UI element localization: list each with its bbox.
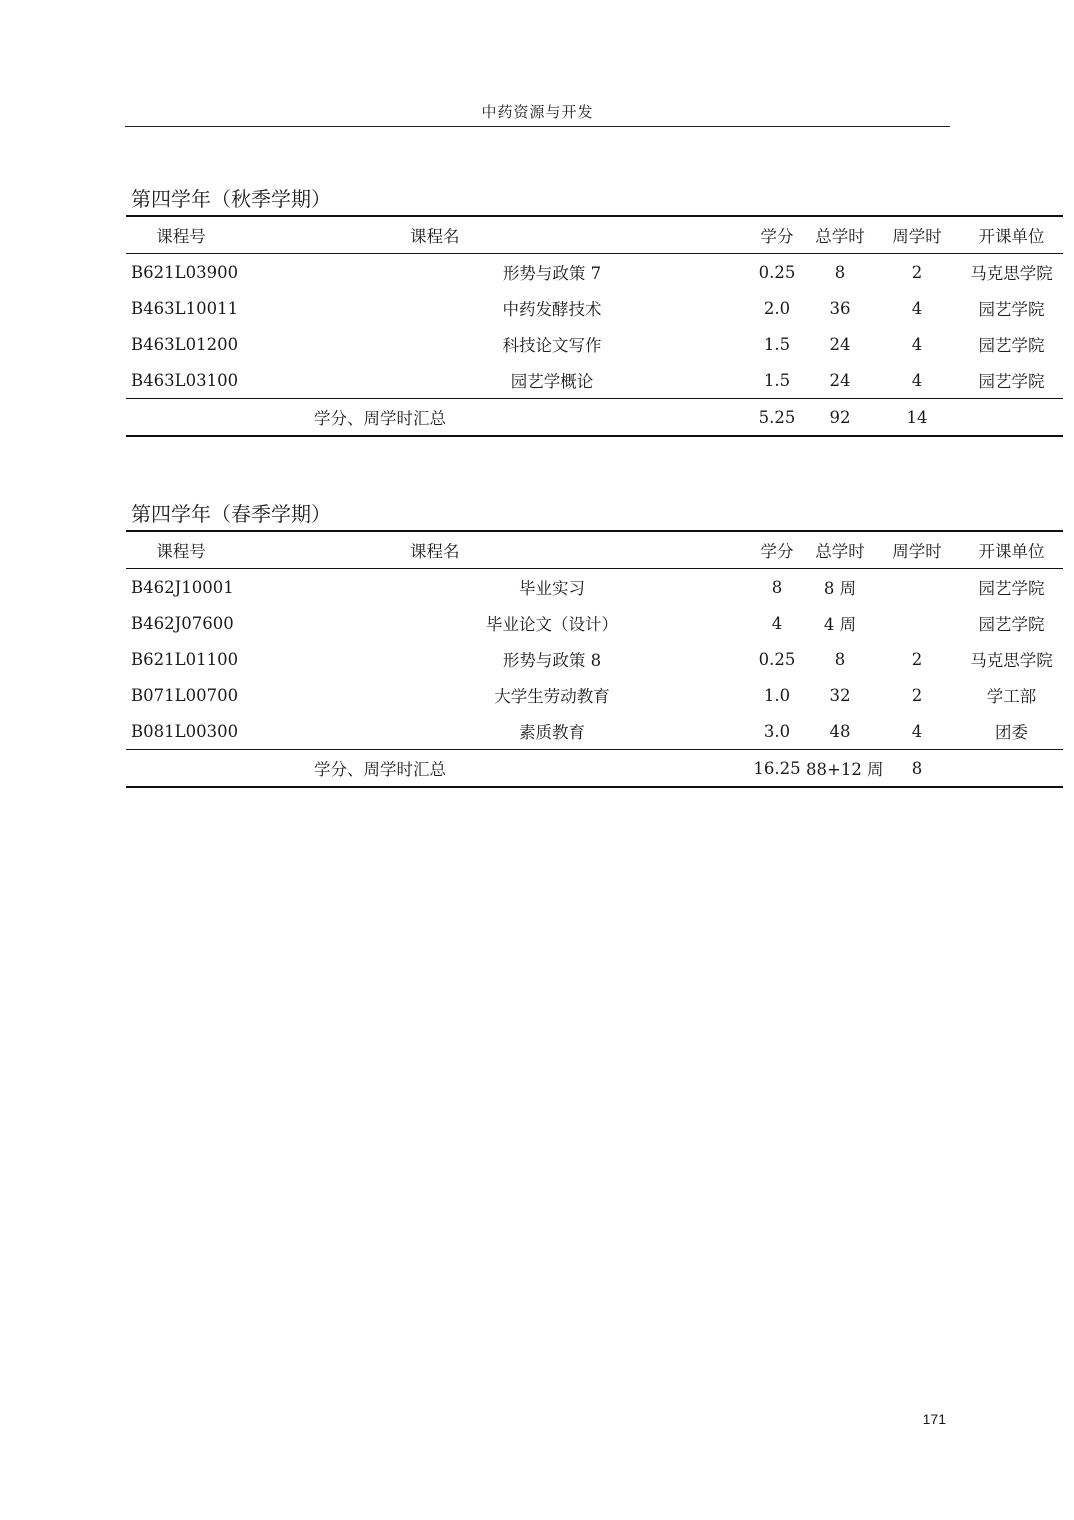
col-header-weekly-hours: 周学时 [892,542,942,561]
summary-weekly-hours: 14 [906,407,928,427]
cell-name: 形势与政策 8 [502,651,602,670]
page-number: 171 [922,1411,946,1427]
col-header-weekly-hours: 周学时 [892,227,942,246]
cell-weekly-hours: 2 [911,649,923,669]
summary-credit: 16.25 [753,758,801,778]
cell-weekly-hours [874,569,960,606]
cell-unit: 马克思学院 [970,264,1053,283]
cell-total-hours: 8 [834,262,846,282]
cell-unit: 团委 [995,723,1028,742]
table-header-row [126,216,1063,254]
cell-name: 形势与政策 7 [502,264,602,283]
col-header-code: 课程号 [156,227,206,246]
cell-name: 毕业实习 [519,579,585,598]
cell-unit: 园艺学院 [978,300,1045,319]
cell-credit: 8 [771,577,783,597]
summary-credit: 5.25 [758,407,796,427]
cell-code: B621L03900 [131,262,239,282]
section-title: 第四学年（春季学期） [131,502,331,526]
course-table-spring [126,530,1063,788]
col-header-total-hours: 总学时 [815,227,865,246]
section-title: 第四学年（秋季学期） [131,187,331,211]
summary-unit [960,750,1063,788]
cell-name: 毕业论文（设计） [486,615,618,634]
summary-weekly-hours: 8 [911,758,923,778]
col-header-code: 课程号 [156,542,206,561]
summary-row [126,399,1063,437]
section-autumn [126,185,1053,437]
cell-code: B621L01100 [131,649,239,669]
cell-unit: 园艺学院 [978,336,1045,355]
summary-unit [960,399,1063,437]
table-row [126,254,1063,291]
table-row [126,641,1063,677]
table-header-row [126,531,1063,569]
course-table-autumn [126,215,1063,437]
cell-total-hours: 48 [829,721,851,741]
cell-credit: 2.0 [763,298,791,318]
cell-total-hours: 24 [829,334,851,354]
cell-unit: 园艺学院 [978,372,1045,391]
summary-total-hours: 88+12 周 [806,760,884,779]
cell-code: B071L00700 [131,685,239,705]
summary-row [126,750,1063,788]
table-row [126,605,1063,641]
col-header-unit: 开课单位 [978,227,1045,246]
cell-unit: 园艺学院 [978,615,1045,634]
col-header-credit: 学分 [760,542,794,561]
cell-total-hours: 32 [829,685,851,705]
cell-total-hours: 4 周 [823,615,857,634]
cell-credit: 3.0 [763,721,791,741]
cell-weekly-hours: 4 [911,298,923,318]
col-header-name: 课程名 [410,542,460,561]
cell-credit: 4 [771,613,783,633]
cell-weekly-hours: 4 [911,334,923,354]
cell-code: B462J07600 [131,613,234,633]
table-row [126,713,1063,750]
cell-credit: 1.5 [763,370,791,390]
cell-code: B463L01200 [131,334,239,354]
col-header-unit: 开课单位 [978,542,1045,561]
cell-name: 园艺学概论 [510,372,594,391]
col-header-name: 课程名 [410,227,460,246]
summary-total-hours: 92 [829,407,851,427]
cell-weekly-hours: 4 [911,721,923,741]
cell-credit: 1.0 [763,685,791,705]
cell-unit: 马克思学院 [970,651,1053,670]
summary-label: 学分、周学时汇总 [314,760,446,779]
cell-code: B081L00300 [131,721,239,741]
cell-name: 大学生劳动教育 [494,687,610,706]
cell-unit: 学工部 [986,687,1037,706]
cell-credit: 1.5 [763,334,791,354]
cell-weekly-hours: 4 [911,370,923,390]
cell-total-hours: 8 [834,649,846,669]
cell-total-hours: 36 [829,298,851,318]
running-header: 中药资源与开发 [125,100,950,127]
cell-unit: 园艺学院 [978,579,1045,598]
table-row [126,326,1063,362]
col-header-total-hours: 总学时 [815,542,865,561]
cell-code: B463L10011 [131,298,239,318]
cell-weekly-hours: 2 [911,685,923,705]
cell-credit: 0.25 [758,262,796,282]
cell-weekly-hours: 2 [911,262,923,282]
cell-credit: 0.25 [758,649,796,669]
cell-code: B463L03100 [131,370,239,390]
section-spring [126,500,1053,788]
cell-total-hours: 24 [829,370,851,390]
cell-total-hours: 8 周 [823,579,857,598]
table-row [126,362,1063,399]
cell-name: 科技论文写作 [502,336,602,355]
col-header-credit: 学分 [760,227,794,246]
cell-name: 中药发酵技术 [502,300,602,319]
cell-weekly-hours [874,605,960,641]
table-row [126,677,1063,713]
table-row [126,569,1063,606]
table-row [126,290,1063,326]
cell-name: 素质教育 [519,723,585,742]
cell-code: B462J10001 [131,577,234,597]
summary-label: 学分、周学时汇总 [314,409,446,428]
